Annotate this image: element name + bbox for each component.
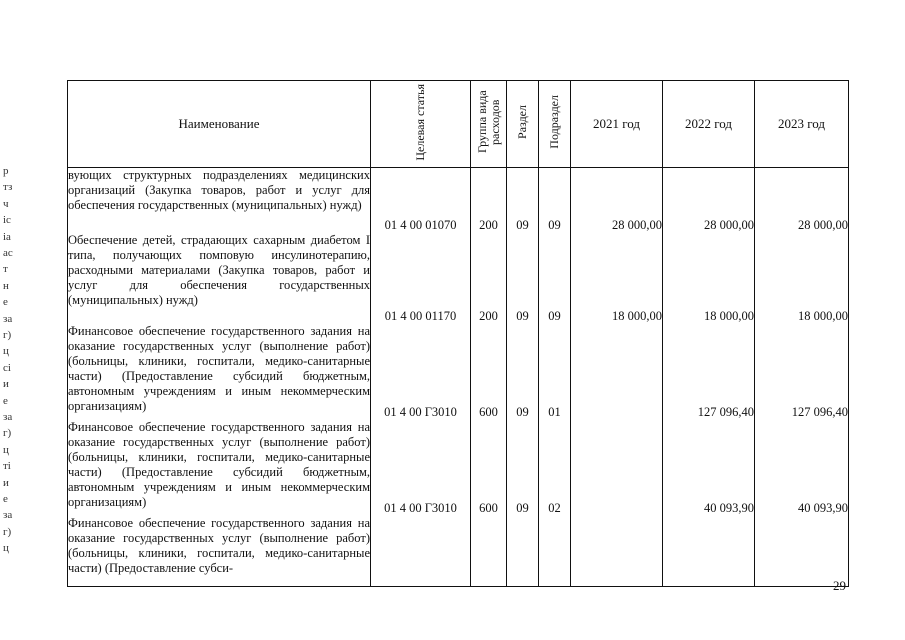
edge-fragment: ті	[3, 460, 11, 473]
cell-subsection: 02	[539, 420, 571, 516]
cell-y2023: 18 000,00	[755, 233, 849, 324]
edge-fragment: г)	[3, 329, 12, 341]
cell-y2021: 28 000,00	[571, 168, 663, 234]
edge-fragment: ц	[3, 443, 9, 456]
edge-fragment: е	[3, 394, 8, 407]
edge-fragment: ц	[3, 345, 9, 358]
cell-target: 01 4 00 01170	[371, 233, 471, 324]
cell-subsection: 09	[539, 233, 571, 324]
table-body	[68, 168, 849, 587]
edge-fragment: г)	[3, 427, 12, 440]
cell-y2023: 127 096,40	[755, 324, 849, 420]
cell-group: 600	[471, 420, 507, 516]
cell-section: 09	[507, 233, 539, 324]
edge-fragment: ц	[3, 542, 9, 555]
table-row	[68, 324, 849, 420]
cell-group: 600	[471, 324, 507, 420]
header-2023: 2023 год	[755, 81, 849, 168]
cell-y2023	[755, 516, 849, 587]
cell-subsection: 01	[539, 324, 571, 420]
cell-y2021	[571, 516, 663, 587]
cell-y2022: 127 096,40	[663, 324, 755, 420]
cell-section: 09	[507, 168, 539, 234]
header-section: Раздел	[507, 81, 539, 168]
edge-fragment: г)	[3, 525, 12, 538]
edge-fragment: е	[3, 493, 8, 505]
edge-fragment: ч	[3, 197, 9, 210]
edge-fragment: тз	[3, 181, 13, 194]
edge-fragment: іс	[3, 214, 11, 227]
cell-y2023: 40 093,90	[755, 420, 849, 516]
cell-target: 01 4 00 Г3010	[371, 420, 471, 516]
header-2022: 2022 год	[663, 81, 755, 168]
cell-subsection	[539, 516, 571, 587]
cell-name: вующих структурных подразделениях медицинских организаций (Закупка товаров, работ и услуг для обеспечения государственных (муниципальных) нужд)	[68, 168, 371, 234]
edge-fragment: іа	[3, 230, 11, 243]
edge-fragment: ас	[3, 247, 13, 259]
header-name: Наименование	[68, 81, 371, 168]
edge-fragment: за	[3, 509, 13, 522]
cell-target	[371, 516, 471, 587]
cell-subsection: 09	[539, 168, 571, 234]
cell-name: Финансовое обеспечение государственного задания на оказание государственных услуг (выполнение работ) (больницы, клиники, госпитали, медико-санитарные части) (Предоставление субсидий бюджетным, автономным учреждениям и иным некоммерческим организациям)	[68, 324, 371, 420]
cell-name: Финансовое обеспечение государственного задания на оказание государственных услуг (выполнение работ) (больницы, клиники, госпитали, медико-санитарные части) (Предоставление субсидий бюджетным, автономным учреждениям и иным некоммерческим организациям)	[68, 420, 371, 516]
cell-y2022: 18 000,00	[663, 233, 755, 324]
cell-y2021: 18 000,00	[571, 233, 663, 324]
cell-name: Обеспечение детей, страдающих сахарным диабетом I типа, получающих помповую инсулинотерапию, расходными материалами (Закупка товаров, работ и услуг для обеспечения государственных (муниципальных) нужд)	[68, 233, 371, 324]
budget-table	[67, 80, 849, 587]
cell-y2023: 28 000,00	[755, 168, 849, 234]
header-subsection: Подраздел	[539, 81, 571, 168]
edge-fragment: н	[3, 279, 9, 292]
edge-fragment: р	[3, 165, 9, 177]
edge-fragment: т	[3, 263, 8, 276]
edge-fragment: сі	[3, 361, 11, 374]
cell-section: 09	[507, 324, 539, 420]
cell-y2022: 40 093,90	[663, 420, 755, 516]
table-row	[68, 516, 849, 587]
cell-target: 01 4 00 Г3010	[371, 324, 471, 420]
cell-y2022: 28 000,00	[663, 168, 755, 234]
table-row	[68, 420, 849, 516]
cell-y2021	[571, 420, 663, 516]
header-2021: 2021 год	[571, 81, 663, 168]
header-group: Группа вида расходов	[471, 81, 507, 168]
header-target: Целевая статья	[371, 81, 471, 168]
cell-section: 09	[507, 420, 539, 516]
edge-fragment: за	[3, 312, 13, 325]
edge-fragment: е	[3, 296, 8, 309]
edge-fragment: и	[3, 476, 9, 489]
table-row	[68, 233, 849, 324]
cell-y2022	[663, 516, 755, 587]
edge-fragment: и	[3, 378, 9, 391]
cell-group	[471, 516, 507, 587]
cell-target: 01 4 00 01070	[371, 168, 471, 234]
cell-y2021	[571, 324, 663, 420]
cell-group: 200	[471, 168, 507, 234]
edge-fragment: за	[3, 411, 13, 423]
cell-section	[507, 516, 539, 587]
page-number: 29	[833, 578, 846, 593]
left-edge-fragments	[3, 0, 17, 600]
cell-name: Финансовое обеспечение государственного задания на оказание государственных услуг (выполнение работ) (больницы, клиники, госпитали, медико-санитарные части) (Предоставление субси-	[68, 516, 371, 587]
cell-group: 200	[471, 233, 507, 324]
table-row	[68, 168, 849, 234]
header-row	[68, 81, 849, 168]
